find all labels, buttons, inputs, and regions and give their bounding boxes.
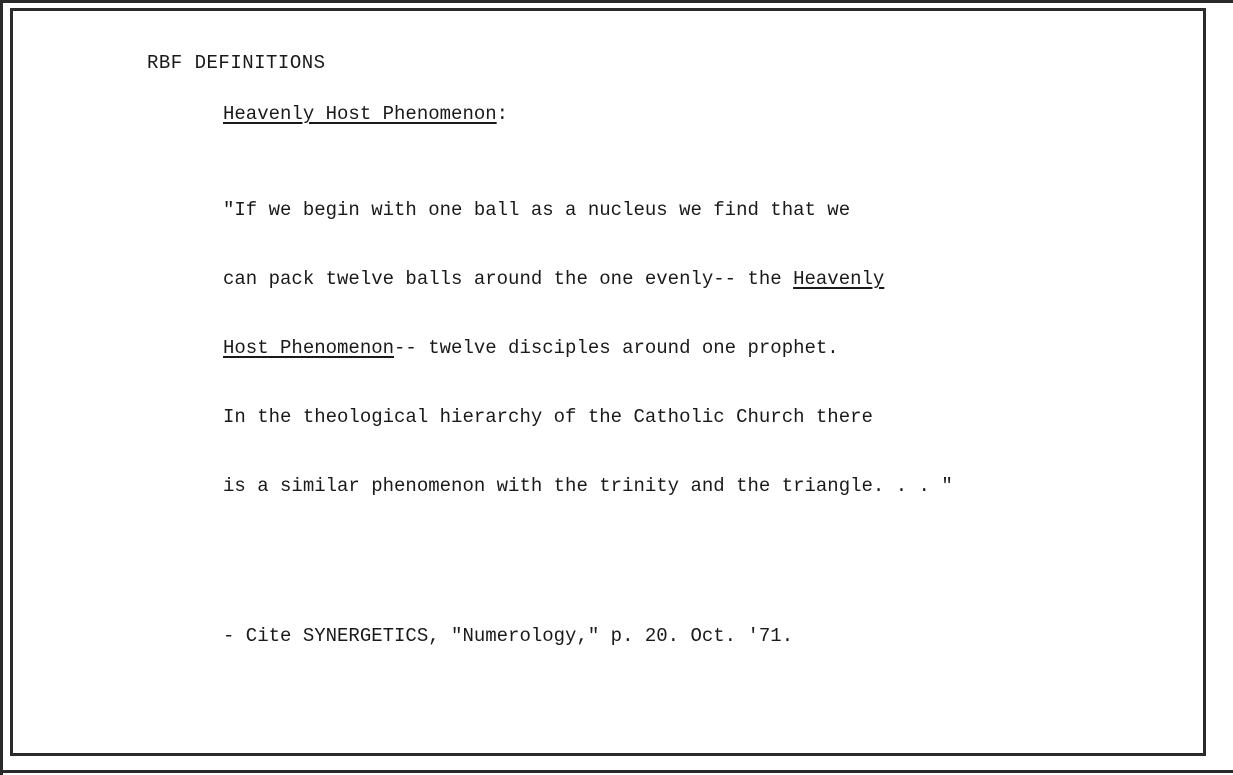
quote-line-3 [223, 337, 953, 360]
quote-line-2-text: can pack twelve balls around the one evenly-- the [223, 268, 794, 290]
card-left-edge [0, 0, 3, 775]
quote-line-3-text: -- twelve disciples around one prophet. [394, 337, 839, 359]
quote-line-4: In the theological hierarchy of the Catholic Church there [223, 406, 873, 428]
quote-line-2-underlined: Heavenly [793, 268, 885, 290]
card-bottom-edge [0, 770, 1233, 773]
citation: - Cite SYNERGETICS, "Numerology," p. 20. Oct. '71. [223, 625, 794, 647]
quote-line-5: is a similar phenomenon with the trinity and the triangle. . . " [223, 475, 953, 497]
quote-line-1: "If we begin with one ball as a nucleus we find that we [223, 199, 851, 221]
term-suffix: : [496, 103, 509, 125]
card-top-edge [0, 0, 1233, 3]
term-title [223, 103, 508, 125]
card-heading: RBF DEFINITIONS [147, 52, 326, 74]
quote-line-2 [223, 268, 953, 291]
term-label: Heavenly Host Phenomenon [223, 103, 497, 125]
definition-quote [223, 153, 953, 521]
quote-line-3-underlined: Host Phenomenon [223, 337, 395, 359]
